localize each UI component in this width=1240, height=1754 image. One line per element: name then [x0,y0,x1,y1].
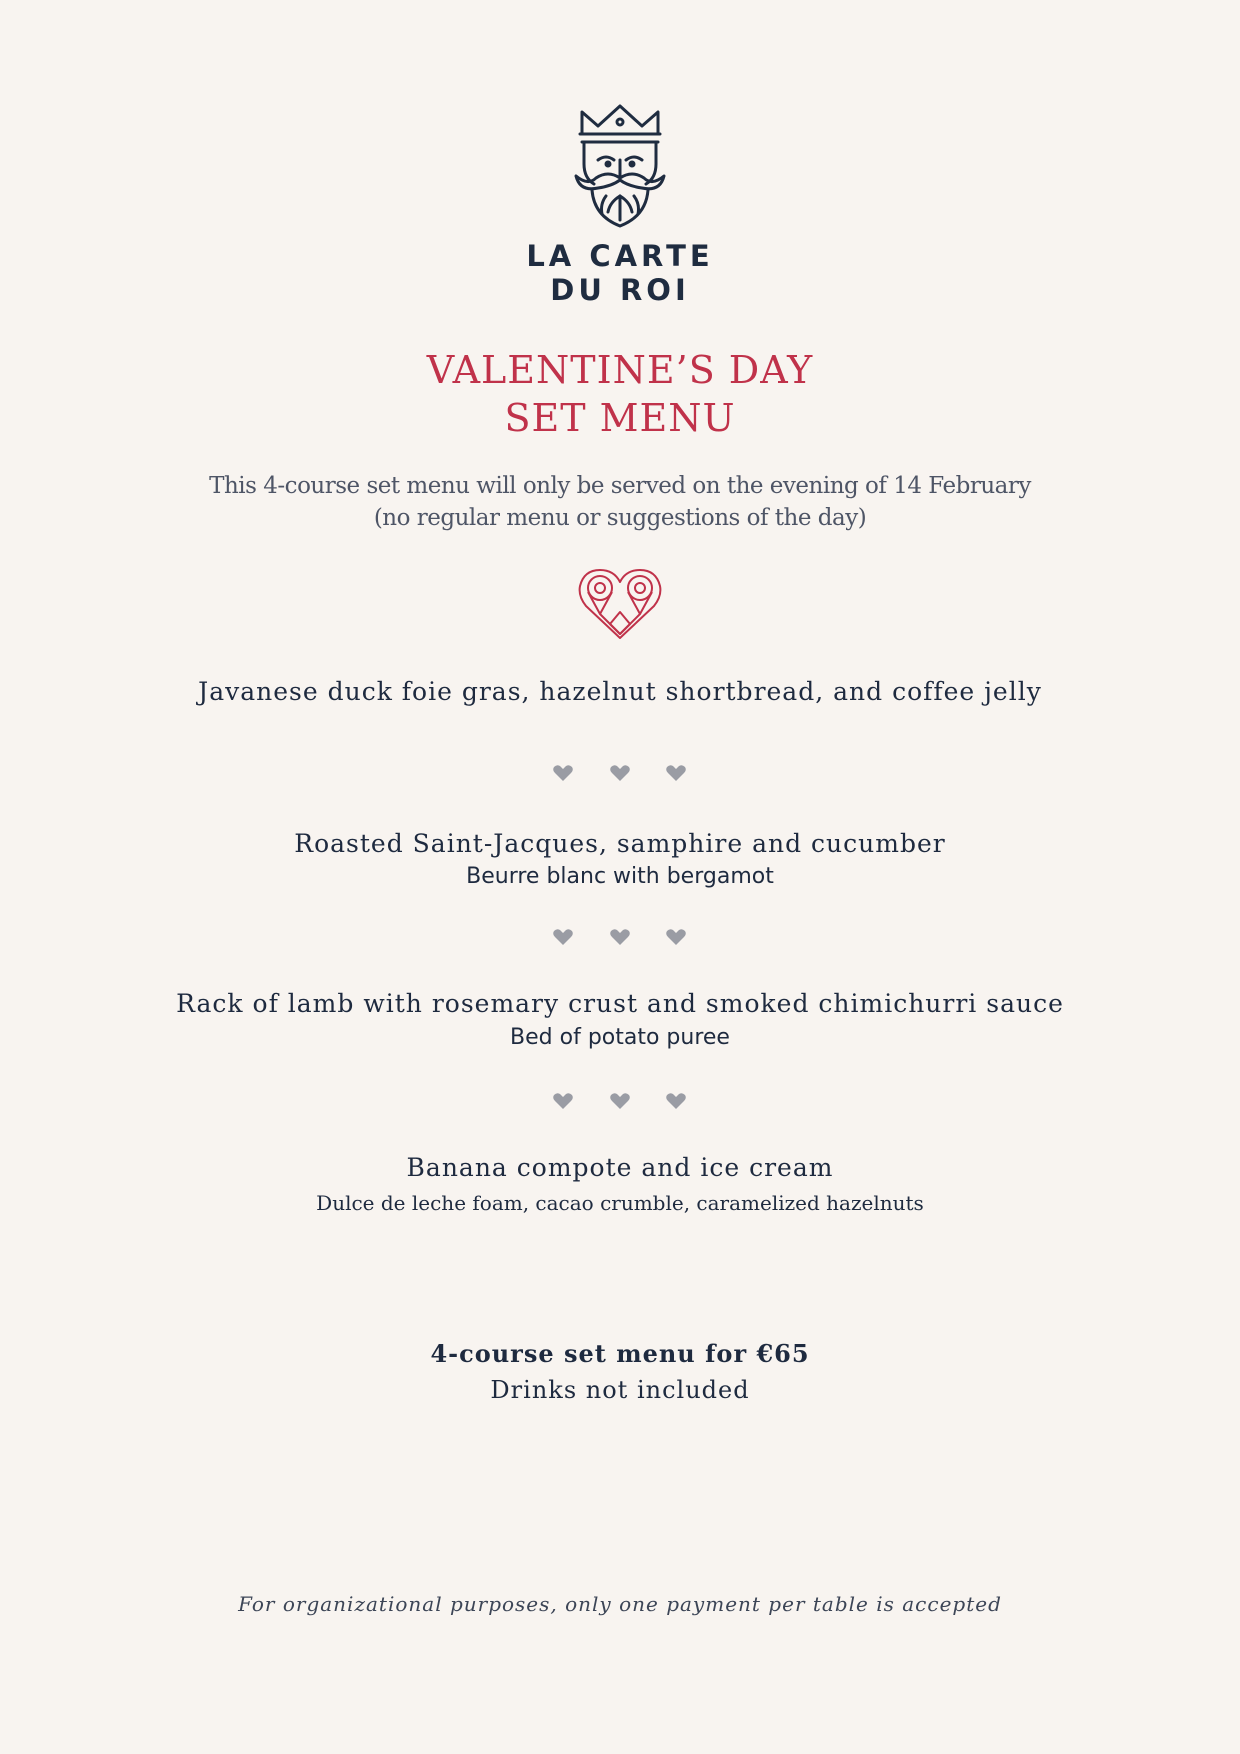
course-3-description: Bed of potato puree [510,1025,730,1050]
heart-icon [610,1093,630,1109]
heart-icon [666,765,686,781]
heart-icon [553,1093,573,1109]
brand-name-line1: LA CARTE [526,239,714,273]
price-note: Drinks not included [490,1376,750,1404]
heart-icon [610,765,630,781]
footer-note: For organizational purposes, only one payment per table is accepted [238,1592,1002,1616]
course-3-name: Rack of lamb with rosemary crust and smoked chimichurri sauce [176,989,1064,1018]
separator-hearts-1 [0,762,1240,784]
brand-name-line2: DU ROI [550,273,690,307]
heart-icon [610,929,630,945]
intro-line1: This 4-course set menu will only be served on the evening of 14 February [209,473,1031,499]
heart-icon [553,765,573,781]
price-offer: 4-course set menu for €65 [430,1339,810,1368]
heart-icon [666,929,686,945]
heart-icon [553,929,573,945]
heart-pins-icon [578,568,662,640]
course-1-name: Javanese duck foie gras, hazelnut shortbread, and coffee jelly [198,677,1042,706]
heart-icon [666,1093,686,1109]
menu-title-line1: VALENTINE’S DAY [426,348,814,392]
separator-hearts-3 [0,1090,1240,1112]
separator-hearts-2 [0,926,1240,948]
course-4-description: Dulce de leche foam, cacao crumble, caramelized hazelnuts [316,1191,924,1215]
course-4-name: Banana compote and ice cream [406,1153,834,1182]
intro-line2: (no regular menu or suggestions of the day) [373,505,867,531]
bearded-king-icon [568,104,672,228]
course-2-name: Roasted Saint-Jacques, samphire and cucumber [294,829,946,858]
course-2-description: Beurre blanc with bergamot [466,864,774,889]
menu-title-line2: SET MENU [504,396,736,440]
